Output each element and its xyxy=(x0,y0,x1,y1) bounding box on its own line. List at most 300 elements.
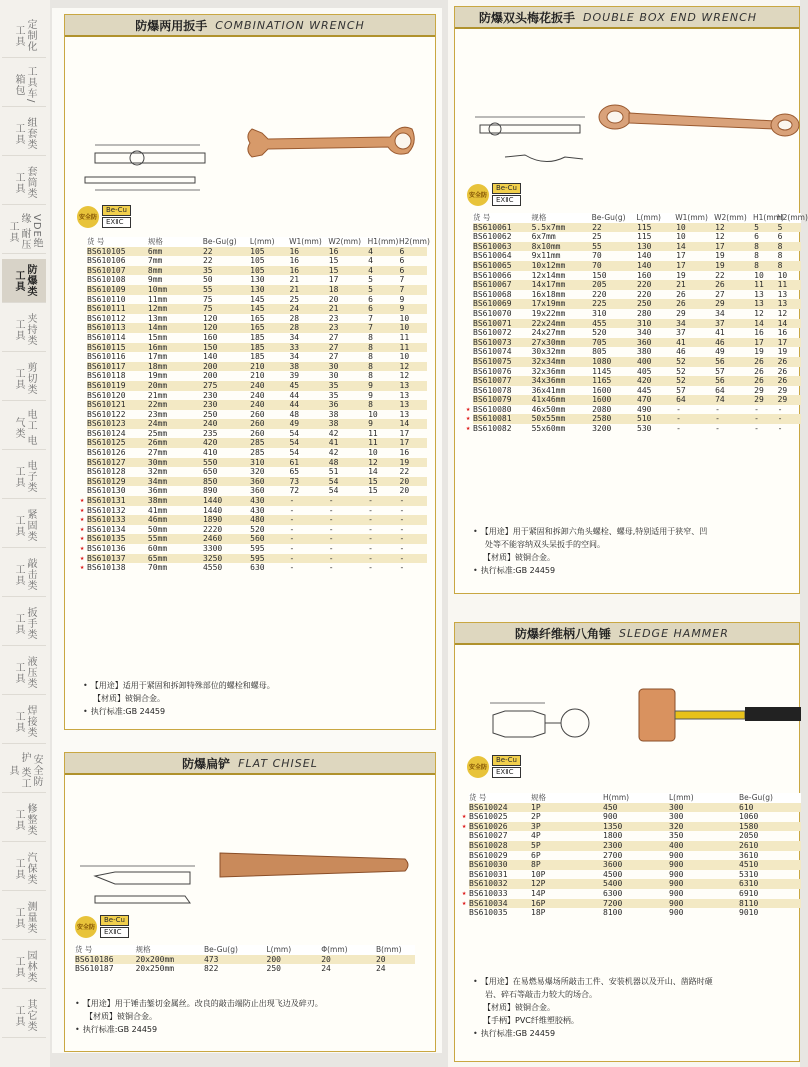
table-cell: 805 xyxy=(592,347,607,357)
becu-badge xyxy=(77,205,131,228)
table-cell: BS610073 xyxy=(473,337,512,347)
table-cell: - xyxy=(289,515,295,525)
table-row xyxy=(87,266,427,276)
table-cell: 19 xyxy=(676,270,686,280)
table-cell: 400 xyxy=(669,840,684,850)
table-row xyxy=(473,261,801,271)
table-cell: 160 xyxy=(637,270,652,280)
table-cell: BS610070 xyxy=(473,308,512,318)
table-cell: 20 xyxy=(321,954,331,964)
table-cell: 10 xyxy=(399,323,410,333)
table-cell: BS610033 xyxy=(469,888,508,898)
category-tab[interactable]: 液压类 工具 xyxy=(2,651,46,695)
table-cell: 34mm xyxy=(147,476,168,486)
table-cell: 235 xyxy=(202,428,218,438)
table-cell: BS610078 xyxy=(473,385,512,395)
table-cell: 350 xyxy=(669,831,684,841)
table-cell: 12 xyxy=(368,457,378,467)
safety-logo: 安全防 xyxy=(75,916,97,938)
table-cell: 75 xyxy=(202,304,213,314)
table-cell: 120 xyxy=(202,323,218,333)
ex-label: EXⅡC xyxy=(492,767,521,778)
table-cell: BS610027 xyxy=(469,831,508,841)
table-cell: BS610134 xyxy=(87,524,126,534)
category-tab[interactable]: 安全防护 类工具 xyxy=(2,749,46,793)
box-wrench-photo xyxy=(595,93,801,143)
table-cell: 5 xyxy=(368,284,373,294)
table-cell: 27 xyxy=(328,352,339,362)
table-cell: - xyxy=(368,524,373,534)
table-cell: 38mm xyxy=(147,496,168,506)
table-cell: 10 xyxy=(399,313,410,323)
table-cell: - xyxy=(399,563,405,573)
table-cell: 18 xyxy=(328,284,339,294)
table-header-cell: B(mm) xyxy=(375,945,402,954)
becu-label: Be-Cu xyxy=(492,755,521,766)
category-tab[interactable]: 测量类 工具 xyxy=(2,896,46,940)
table-cell: 41 xyxy=(328,438,339,448)
table-cell: 510 xyxy=(637,414,652,424)
table-row xyxy=(469,870,801,880)
table-cell: 15mm xyxy=(147,332,168,342)
table-cell: 27 xyxy=(715,289,725,299)
table-cell: BS610133 xyxy=(87,515,126,525)
table-cell: 41x46mm xyxy=(531,395,566,405)
table-row xyxy=(473,357,801,367)
table-cell: 36mm xyxy=(147,486,168,496)
table-cell: BS610028 xyxy=(469,840,508,850)
table-header-cell: L(mm) xyxy=(249,237,275,246)
table-cell: 27mm xyxy=(147,448,168,458)
flat-chisel-notes: • 【用途】用于锤击錾切金属丝。改良的敲击端防止出现飞边及碎刃。 【材质】铍铜合金。 • 执行标准:GB 24459 xyxy=(75,999,323,1034)
table-cell: - xyxy=(368,515,373,525)
table-cell: - xyxy=(368,534,373,544)
new-item-star-icon: ★ xyxy=(466,414,471,423)
section-title-en: DOUBLE BOX END WRENCH xyxy=(583,10,758,24)
table-cell: 8 xyxy=(368,332,373,342)
table-cell: 5 xyxy=(368,275,373,285)
table-cell: 28 xyxy=(289,323,300,333)
table-cell: 115 xyxy=(637,232,652,242)
table-cell: 900 xyxy=(669,908,684,918)
table-cell: 8 xyxy=(368,342,373,352)
table-cell: 105 xyxy=(250,246,265,256)
new-item-star-icon: ★ xyxy=(80,553,85,562)
table-row xyxy=(473,251,801,261)
table-cell: 260 xyxy=(250,428,265,438)
table-cell: 150 xyxy=(202,342,218,352)
table-cell: 140 xyxy=(637,260,652,270)
table-cell: 20x250mm xyxy=(135,964,175,974)
table-cell: 70 xyxy=(592,260,602,270)
table-cell: 10 xyxy=(368,409,378,419)
table-cell: 13 xyxy=(754,299,764,309)
flat-chisel-panel xyxy=(64,752,436,1052)
category-tab[interactable]: 汽保类 工具 xyxy=(2,847,46,891)
table-cell: 29 xyxy=(754,385,764,395)
handle-note: 【手柄】PVC纤维塑胶柄。 xyxy=(483,1016,579,1025)
table-cell: 8x10mm xyxy=(531,241,561,251)
use-note: 【用途】用于锤击錾切金属丝。改良的敲击端防止出现飞边及碎刃。 xyxy=(82,999,323,1008)
table-cell: 5P xyxy=(531,840,541,850)
table-cell: - xyxy=(715,424,720,434)
category-tab[interactable]: 修整类 工具 xyxy=(2,798,46,842)
table-cell: 185 xyxy=(250,342,265,352)
table-cell: 72 xyxy=(289,486,300,496)
table-cell: 12 xyxy=(399,361,410,371)
category-tab[interactable]: 夹持类 工具 xyxy=(2,308,46,352)
table-cell: 50mm xyxy=(147,524,168,534)
table-cell: 2610 xyxy=(739,840,759,850)
table-cell: 50x55mm xyxy=(531,414,566,424)
table-cell: 42 xyxy=(328,428,339,438)
table-cell: 26 xyxy=(754,376,764,386)
chisel-photo xyxy=(215,845,415,885)
table-cell: 38 xyxy=(328,409,339,419)
table-cell: 240 xyxy=(250,400,265,410)
table-cell: 11 xyxy=(368,428,378,438)
table-cell: 610 xyxy=(739,802,754,812)
table-row xyxy=(87,477,427,487)
table-cell: - xyxy=(754,414,759,424)
table-cell: 10P xyxy=(531,869,546,879)
category-tab[interactable]: 组套类 工具 xyxy=(2,112,46,156)
new-item-star-icon: ★ xyxy=(462,821,467,830)
table-cell: BS610035 xyxy=(469,908,508,918)
table-cell: 61 xyxy=(289,457,300,467)
table-cell: BS610122 xyxy=(87,409,126,419)
table-cell: 12 xyxy=(399,371,410,381)
table-cell: 220 xyxy=(637,289,652,299)
table-cell: 6 xyxy=(399,265,405,275)
table-row xyxy=(87,285,427,295)
table-cell: 10 xyxy=(368,448,378,458)
table-cell: BS610114 xyxy=(87,332,126,342)
table-cell: 120 xyxy=(202,313,218,323)
section-title-en: SLEDGE HAMMER xyxy=(619,626,729,640)
table-row xyxy=(473,338,801,348)
table-cell: 16mm xyxy=(147,342,168,352)
table-cell: - xyxy=(289,505,295,515)
table-header-cell: 规格 xyxy=(531,793,546,802)
table-header-row xyxy=(473,213,808,223)
table-cell: 420 xyxy=(202,438,218,448)
table-cell: 2700 xyxy=(603,850,623,860)
table-cell: 15 xyxy=(368,476,378,486)
table-cell: 6300 xyxy=(603,888,623,898)
table-header-cell: 货 号 xyxy=(469,793,487,802)
table-cell: 1145 xyxy=(592,366,612,376)
table-cell: 16 xyxy=(777,328,788,338)
combination-wrench-panel xyxy=(64,14,436,730)
table-row xyxy=(462,898,801,909)
new-item-star-icon: ★ xyxy=(80,505,85,514)
flat-chisel-table xyxy=(75,945,415,974)
table-cell: 7200 xyxy=(603,898,623,908)
table-cell: - xyxy=(715,414,720,424)
table-cell: - xyxy=(289,544,295,553)
category-sidebar xyxy=(0,0,50,1067)
table-cell: 55x60mm xyxy=(531,424,566,434)
table-cell: 8 xyxy=(368,361,373,371)
table-cell: 64 xyxy=(715,385,725,395)
sledge-hammer-header xyxy=(455,623,799,645)
category-tab[interactable]: VDE绝缘 耐压工具 xyxy=(2,210,46,254)
table-cell: 230 xyxy=(202,400,218,410)
table-cell: 54 xyxy=(289,428,300,438)
category-tab[interactable]: 定制化 工具 xyxy=(2,14,46,58)
category-tab[interactable]: 扳手类 工具 xyxy=(2,602,46,646)
table-cell: 705 xyxy=(592,337,607,347)
table-cell: 310 xyxy=(637,318,652,328)
table-cell: 13 xyxy=(399,409,410,419)
table-row xyxy=(473,347,801,357)
table-cell: 7 xyxy=(368,323,373,333)
table-header-row xyxy=(87,237,430,247)
table-row xyxy=(87,429,427,439)
table-cell: 2220 xyxy=(202,524,223,534)
becu-badge xyxy=(467,755,521,778)
table-cell: 41 xyxy=(715,328,725,338)
table-cell: 14P xyxy=(531,888,546,898)
table-cell: 165 xyxy=(250,313,265,323)
table-cell: 5 xyxy=(777,222,783,232)
table-cell: 410 xyxy=(202,448,218,458)
table-cell: 11 xyxy=(777,280,788,290)
table-cell: 1600 xyxy=(592,395,612,405)
table-cell: 27 xyxy=(328,342,339,352)
table-cell: - xyxy=(399,534,405,544)
table-cell: 445 xyxy=(637,385,652,395)
table-cell: BS610135 xyxy=(87,534,126,544)
table-cell: - xyxy=(676,414,681,424)
table-row xyxy=(87,438,427,448)
table-cell: 45 xyxy=(289,380,300,390)
table-cell: BS610127 xyxy=(87,457,126,467)
table-cell: - xyxy=(777,414,783,424)
table-cell: 34x36mm xyxy=(531,376,566,386)
table-cell: 4P xyxy=(531,831,541,841)
table-cell: 13mm xyxy=(147,313,168,323)
table-cell: 10x12mm xyxy=(531,260,566,270)
table-cell: 6 xyxy=(399,256,405,266)
category-tab[interactable]: 紧固类 工具 xyxy=(2,504,46,548)
combination-wrench-notes: • 【用途】适用于紧固和拆卸特殊部位的螺栓和螺母。 【材质】铍铜合金。 • 执行标准:GB 24459 xyxy=(83,681,275,716)
ex-label: EXⅡC xyxy=(100,927,129,938)
table-cell: BS610062 xyxy=(473,232,512,242)
table-row xyxy=(75,955,415,965)
table-cell: 260 xyxy=(250,409,265,419)
table-cell: 56 xyxy=(715,376,725,386)
table-row xyxy=(473,376,801,386)
table-cell: - xyxy=(328,553,334,563)
table-row xyxy=(473,367,801,377)
table-header-cell: W1(mm) xyxy=(675,213,708,222)
table-cell: BS610031 xyxy=(469,869,508,879)
new-item-star-icon: ★ xyxy=(80,524,85,533)
new-item-star-icon: ★ xyxy=(80,496,85,505)
table-cell: 210 xyxy=(250,361,265,371)
table-cell: 4510 xyxy=(739,860,759,870)
table-cell: BS610136 xyxy=(87,544,126,553)
table-cell: 16 xyxy=(399,448,410,458)
table-cell: 11mm xyxy=(147,294,168,304)
combination-wrench-header xyxy=(65,15,435,37)
table-cell: 26 xyxy=(715,280,725,290)
category-tab[interactable]: 园林类 工具 xyxy=(2,945,46,989)
table-cell: BS610125 xyxy=(87,438,126,448)
table-cell: - xyxy=(754,424,759,434)
table-cell: 8 xyxy=(754,260,759,270)
table-cell: 34 xyxy=(289,332,300,342)
table-cell: 3610 xyxy=(739,850,759,860)
table-cell: 21mm xyxy=(147,390,168,400)
table-cell: 7 xyxy=(399,275,405,285)
table-cell: 400 xyxy=(637,356,652,366)
table-cell: 26 xyxy=(777,366,788,376)
table-cell: BS610068 xyxy=(473,289,512,299)
table-cell: 240 xyxy=(250,390,265,400)
category-tab[interactable]: 工具车/箱包 xyxy=(2,63,46,107)
table-cell: 900 xyxy=(669,888,684,898)
table-cell: 29 xyxy=(777,385,788,395)
use-note: 【用途】用于紧固和拆卸六角头螺栓、螺母,特别适用于狭窄、凹 xyxy=(480,527,708,536)
table-cell: BS610079 xyxy=(473,395,512,405)
table-row xyxy=(469,831,801,841)
category-tab[interactable]: 套筒类 工具 xyxy=(2,161,46,205)
category-tab[interactable]: 电子类 工具 xyxy=(2,455,46,499)
table-cell: BS610077 xyxy=(473,376,512,386)
table-header-cell: W1(mm) xyxy=(289,237,322,246)
table-row xyxy=(87,400,427,410)
becu-label: Be-Cu xyxy=(100,915,129,926)
use-note-cont: 岩、碎石等敲击力较大的场合。 xyxy=(485,990,597,999)
table-cell: 54 xyxy=(289,448,300,458)
table-cell: - xyxy=(328,524,334,534)
table-header-cell: H1(mm) xyxy=(367,237,399,246)
table-cell: 250 xyxy=(202,409,218,419)
table-cell: 64 xyxy=(676,395,686,405)
table-cell: BS610034 xyxy=(469,898,508,908)
table-cell: 3300 xyxy=(202,544,223,553)
table-cell: BS610080 xyxy=(473,404,512,414)
table-row xyxy=(466,424,801,434)
ex-label: EXⅡC xyxy=(102,217,131,228)
table-cell: 12 xyxy=(754,308,764,318)
new-item-star-icon: ★ xyxy=(462,888,467,897)
table-cell: 360 xyxy=(250,486,265,496)
table-cell: 3P xyxy=(531,821,541,831)
table-cell: 11 xyxy=(368,438,378,448)
table-cell: 14x17mm xyxy=(531,280,566,290)
section-title-cn: 防爆双头梅花扳手 xyxy=(479,10,576,25)
table-row xyxy=(80,515,427,525)
table-cell: 15 xyxy=(328,265,339,275)
table-cell: 22 xyxy=(592,222,602,232)
table-cell: 22x24mm xyxy=(531,318,566,328)
table-cell: 46 xyxy=(715,337,725,347)
table-cell: 6 xyxy=(368,304,373,314)
table-cell: 14 xyxy=(368,467,378,477)
category-tab[interactable]: 剪切类 工具 xyxy=(2,357,46,401)
table-cell: 57 xyxy=(676,385,686,395)
table-cell: 3250 xyxy=(202,553,223,563)
category-tab[interactable]: 敲击类 工具 xyxy=(2,553,46,597)
table-cell: 9 xyxy=(399,304,405,314)
table-cell: BS610075 xyxy=(473,356,512,366)
table-row xyxy=(473,223,801,233)
table-cell: 430 xyxy=(250,496,265,506)
table-cell: 16 xyxy=(754,328,764,338)
table-cell: - xyxy=(368,563,373,573)
table-cell: 8 xyxy=(368,371,373,381)
table-header-cell: L(mm) xyxy=(266,945,292,954)
table-cell: 115 xyxy=(637,222,652,232)
table-cell: 37 xyxy=(715,318,725,328)
use-note: 【用途】在易燃易爆场所敲击工件、安装机器以及开山、凿路时砸 xyxy=(480,977,713,986)
table-cell: BS610128 xyxy=(87,467,126,477)
table-cell: BS610072 xyxy=(473,328,512,338)
table-row xyxy=(87,256,427,266)
table-cell: 46 xyxy=(676,347,686,357)
table-cell: 900 xyxy=(669,898,684,908)
table-cell: 29 xyxy=(777,395,788,405)
table-cell: 49 xyxy=(289,419,300,429)
table-row xyxy=(473,299,801,309)
table-cell: 8 xyxy=(754,251,759,261)
category-tab[interactable]: 电工 电气类 xyxy=(2,406,46,450)
table-cell: 17 xyxy=(399,438,410,448)
table-cell: 11 xyxy=(399,332,410,342)
table-cell: BS610112 xyxy=(87,313,126,323)
table-cell: BS610066 xyxy=(473,270,512,280)
category-tab[interactable]: 防爆类 工具 xyxy=(2,259,46,303)
table-row xyxy=(469,841,801,851)
category-tab[interactable]: 焊接类 工具 xyxy=(2,700,46,744)
table-cell: BS610061 xyxy=(473,222,512,232)
table-cell: 6 xyxy=(399,246,405,256)
table-cell: - xyxy=(399,553,405,563)
table-cell: 41 xyxy=(676,337,686,347)
table-row xyxy=(466,404,801,415)
table-header-cell: 货 号 xyxy=(87,237,105,246)
table-header-cell: H1(mm) xyxy=(753,213,784,222)
table-cell: 6310 xyxy=(739,879,759,889)
table-cell: 7 xyxy=(368,313,373,323)
table-cell: 19 xyxy=(715,260,725,270)
table-cell: 900 xyxy=(669,850,684,860)
table-cell: BS610067 xyxy=(473,280,512,290)
becu-label: Be-Cu xyxy=(492,183,521,194)
table-cell: 130 xyxy=(250,275,265,285)
table-cell: 1440 xyxy=(202,505,223,515)
table-cell: 13 xyxy=(399,380,410,390)
table-header-cell: 规格 xyxy=(147,237,163,246)
table-cell: 900 xyxy=(603,812,618,822)
table-cell: 20 xyxy=(375,954,386,964)
flat-chisel-header xyxy=(65,753,435,775)
table-cell: - xyxy=(289,524,295,534)
standard-note: 执行标准:GB 24459 xyxy=(82,1025,158,1034)
table-cell: 105 xyxy=(250,256,265,266)
table-cell: - xyxy=(328,505,334,515)
category-tab[interactable]: 其它类 工具 xyxy=(2,994,46,1038)
table-cell: BS610025 xyxy=(469,812,508,822)
table-cell: 285 xyxy=(250,438,265,448)
table-cell: 10mm xyxy=(147,284,168,294)
table-cell: BS610124 xyxy=(87,428,126,438)
table-cell: 13 xyxy=(777,299,788,309)
